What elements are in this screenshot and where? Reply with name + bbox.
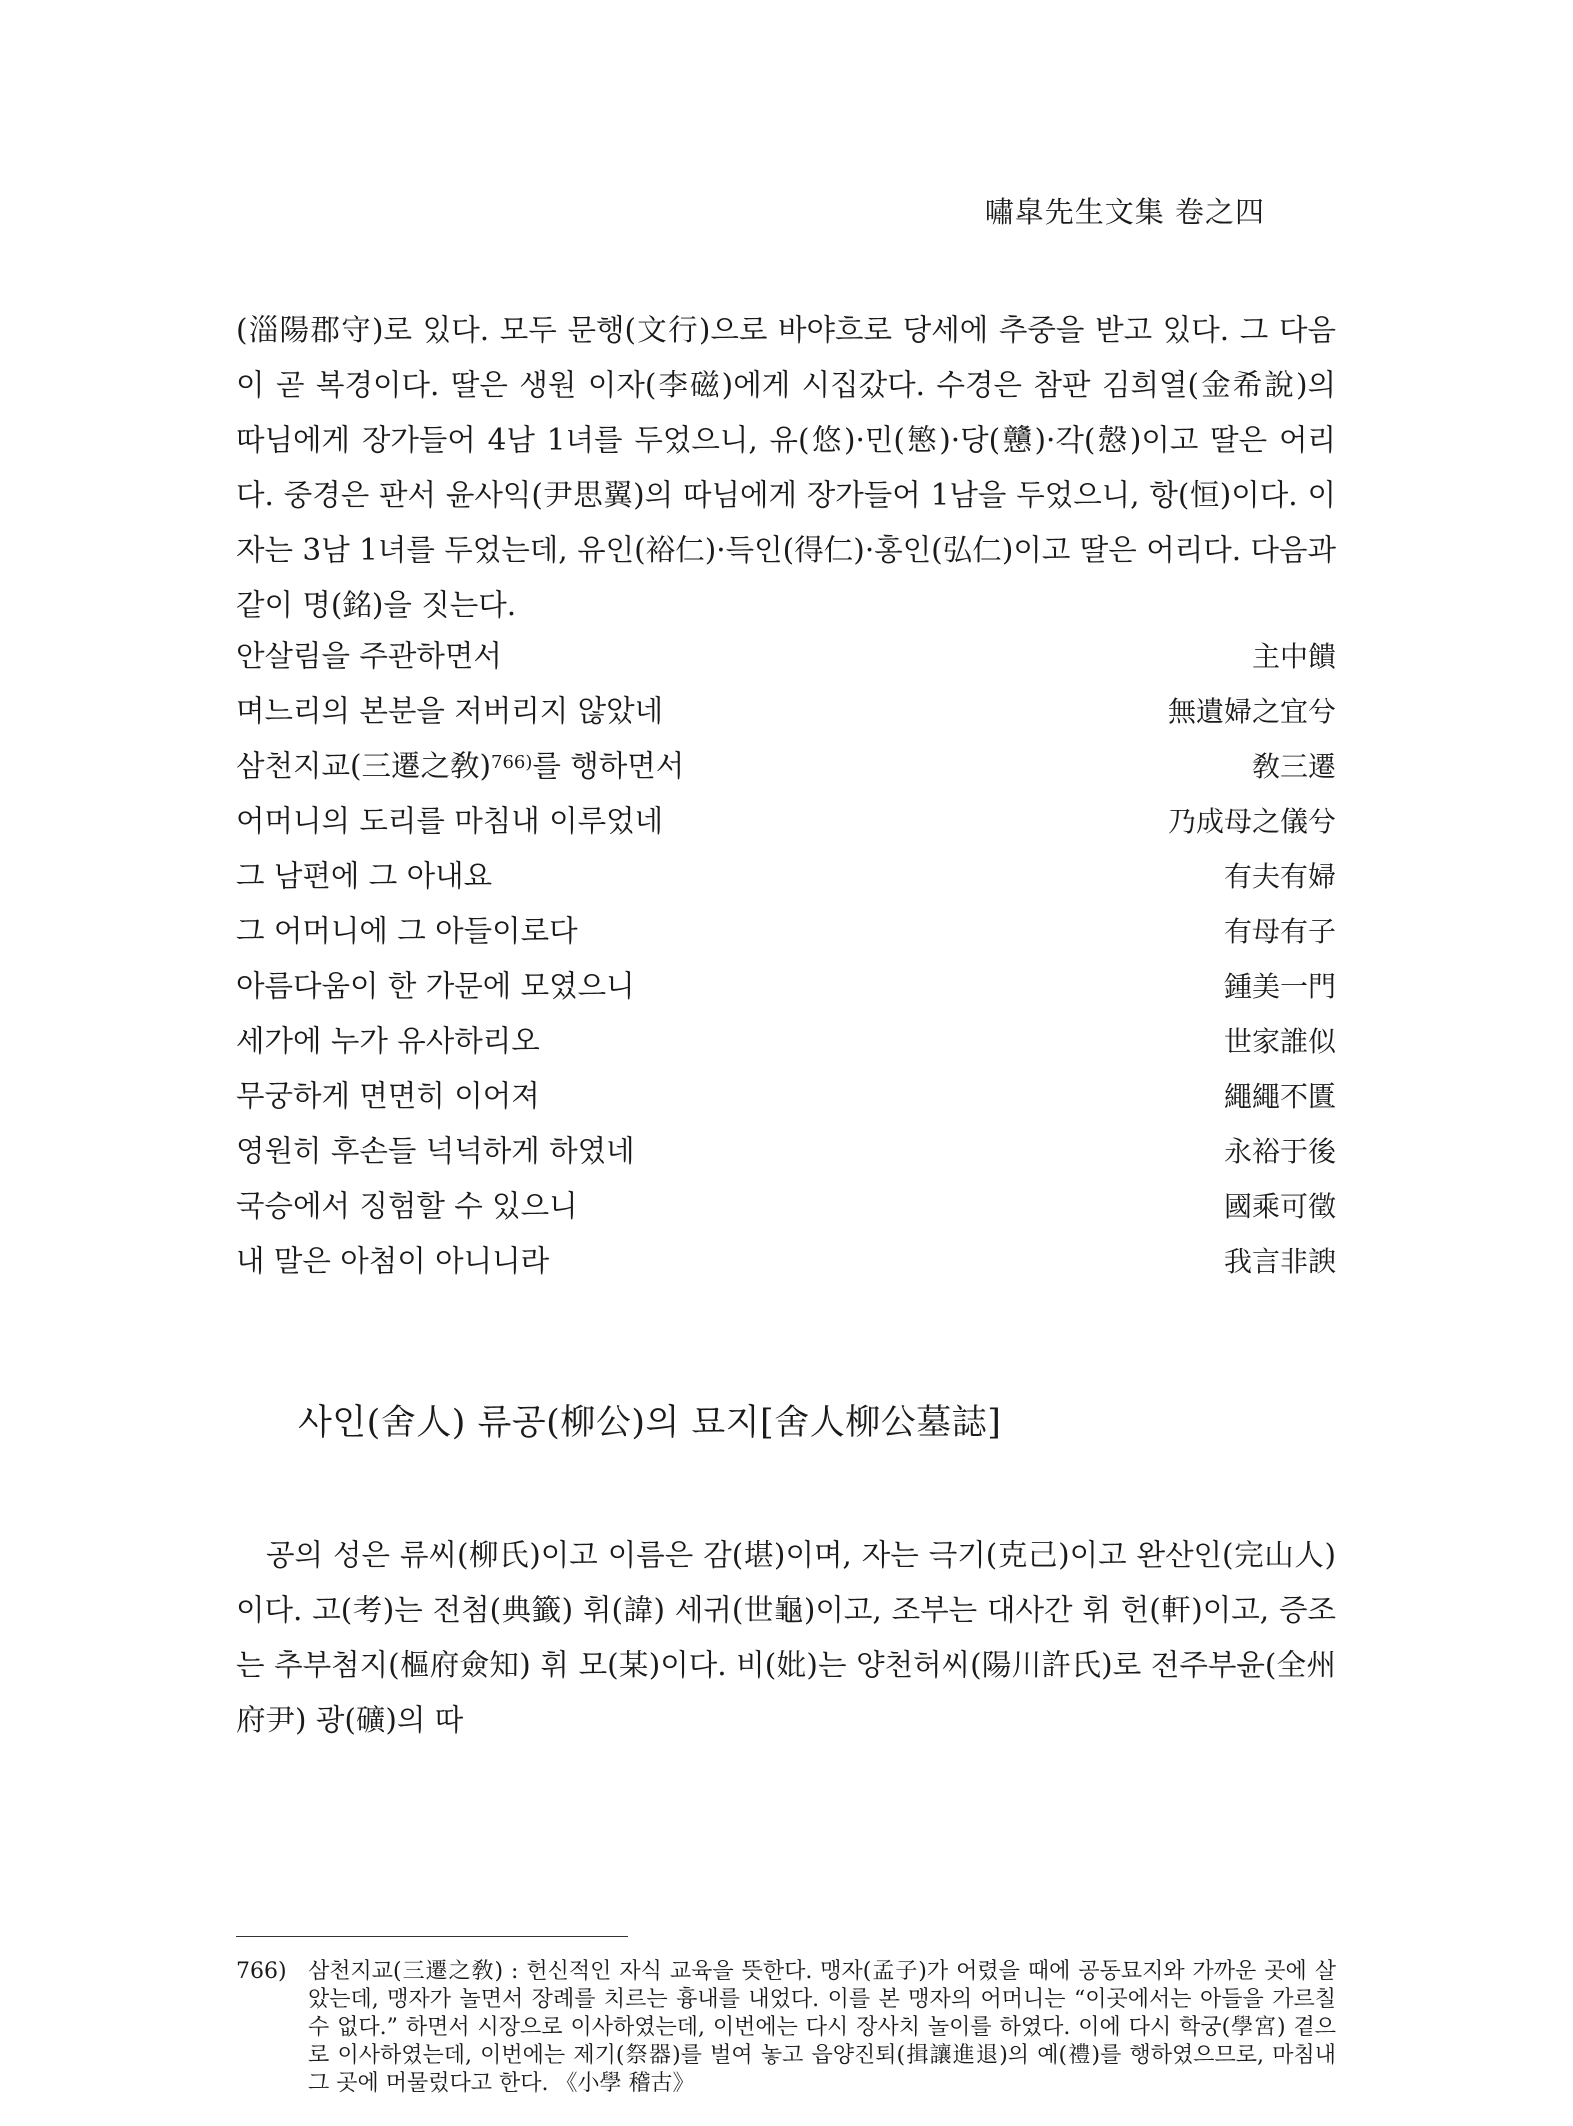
poem-hanja: 乃成母之儀兮 [1167,805,1336,838]
section-paragraph: 공의 성은 류씨(柳氏)이고 이름은 감(堪)이며, 자는 극기(克己)이고 완산인(完山人)이다. 고(考)는 전첨(典籤) 휘(諱) 세귀(世龜)이고, 조부는 대사간 휘 헌(軒)이고, 증조는 추부첨지(樞府僉知) 휘 모(某)이다. 비(妣)는 양천허씨(陽川許氏)로 전주부윤(全州府尹) 광(礦)의 따 [236,1538,1336,1737]
poem-korean: 어머니의 도리를 마침내 이루었네 [236,804,664,838]
footnote-ref-766[interactable]: 766) [491,752,533,773]
poem-korean-pre: 삼천지교(三遷之敎) [236,749,492,783]
poem-hanja: 有夫有婦 [1223,860,1336,893]
poem-hanja: 有母有子 [1223,915,1336,948]
poem-hanja: 無遺婦之宜兮 [1167,695,1336,728]
poem-line [236,1183,1336,1238]
running-head: 嘯皐先生文集 卷之四 [984,195,1265,229]
poem-korean: 무궁하게 면면히 이어져 [236,1079,540,1113]
footnote-text: 삼천지교(三遷之敎) : 헌신적인 자식 교육을 뜻한다. 맹자(孟子)가 어렸을 때에 공동묘지와 가까운 곳에 살았는데, 맹자가 놀면서 장례를 치르는 흉내를 내었다. 이를 본 맹자의 어머니는 “이곳에서는 아들을 가르칠 수 없다.” 하면서 시장으로 이사하였는데, 이번에는 다시 장사치 놀이를 하였다. 이에 다시 학궁(學宮) 곁으로 이사하였는데, 이번에는 제기(祭器)를 벌여 놓고 읍양진퇴(揖讓進退)의 예(禮)를 행하였으므로, 마침내 그 곳에 머물렀다고 한다. 《小學 稽古》 [308,1959,1336,2096]
inscription-poem [236,633,1336,1293]
poem-hanja: 國乘可徵 [1223,1190,1336,1223]
footnote-divider [236,1936,628,1937]
poem-line [236,688,1336,743]
section-title: 사인(舍人) 류공(柳公)의 묘지[舍人柳公墓誌] [298,1403,1002,1443]
poem-korean-post: 를 행하면서 [532,749,685,783]
poem-korean [236,743,684,785]
poem-hanja: 鍾美一門 [1223,970,1336,1003]
poem-hanja: 永裕于後 [1223,1135,1336,1168]
poem-korean: 내 말은 아첨이 아니니라 [236,1244,550,1278]
poem-korean: 며느리의 본분을 저버리지 않았네 [236,694,664,728]
section-paragraph-block [236,1528,1336,1748]
poem-hanja: 敎三遷 [1251,750,1336,783]
poem-line [236,633,1336,688]
poem-korean: 안살림을 주관하면서 [236,639,502,673]
footnote-766 [236,1958,1336,2098]
poem-line [236,1073,1336,1128]
poem-hanja: 世家誰似 [1223,1025,1336,1058]
poem-korean: 세가에 누가 유사하리오 [236,1024,540,1058]
poem-line [236,853,1336,908]
poem-hanja: 我言非諛 [1223,1245,1336,1278]
main-paragraph-block [236,303,1336,633]
poem-korean: 그 남편에 그 아내요 [236,859,493,893]
poem-hanja: 繩繩不匱 [1223,1080,1336,1113]
poem-korean: 그 어머니에 그 아들이로다 [236,914,578,948]
footnote-number: 766) [236,1959,287,1984]
poem-line [236,1018,1336,1073]
poem-line [236,1238,1336,1293]
main-paragraph: (淄陽郡守)로 있다. 모두 문행(文行)으로 바야흐로 당세에 추중을 받고 있다. 그 다음이 곧 복경이다. 딸은 생원 이자(李磁)에게 시집갔다. 수경은 참판 김희열(金希說)의 따님에게 장가들어 4남 1녀를 두었으니, 유(悠)·민(慜)·당(戇)·각(慤)이고 딸은 어리다. 중경은 판서 윤사익(尹思翼)의 따님에게 장가들어 1남을 두었으니, 항(恒)이다. 이자는 3남 1녀를 두었는데, 유인(裕仁)·득인(得仁)·홍인(弘仁)이고 딸은 어리다. 다음과 같이 명(銘)을 짓는다. [236,313,1336,622]
poem-korean: 국승에서 징험할 수 있으니 [236,1189,578,1223]
poem-korean: 영원히 후손들 넉넉하게 하였네 [236,1134,635,1168]
poem-line [236,798,1336,853]
poem-line [236,1128,1336,1183]
poem-hanja: 主中饋 [1251,640,1336,673]
poem-line [236,963,1336,1018]
poem-korean: 아름다움이 한 가문에 모였으니 [236,969,635,1003]
poem-line [236,743,1336,798]
poem-line [236,908,1336,963]
